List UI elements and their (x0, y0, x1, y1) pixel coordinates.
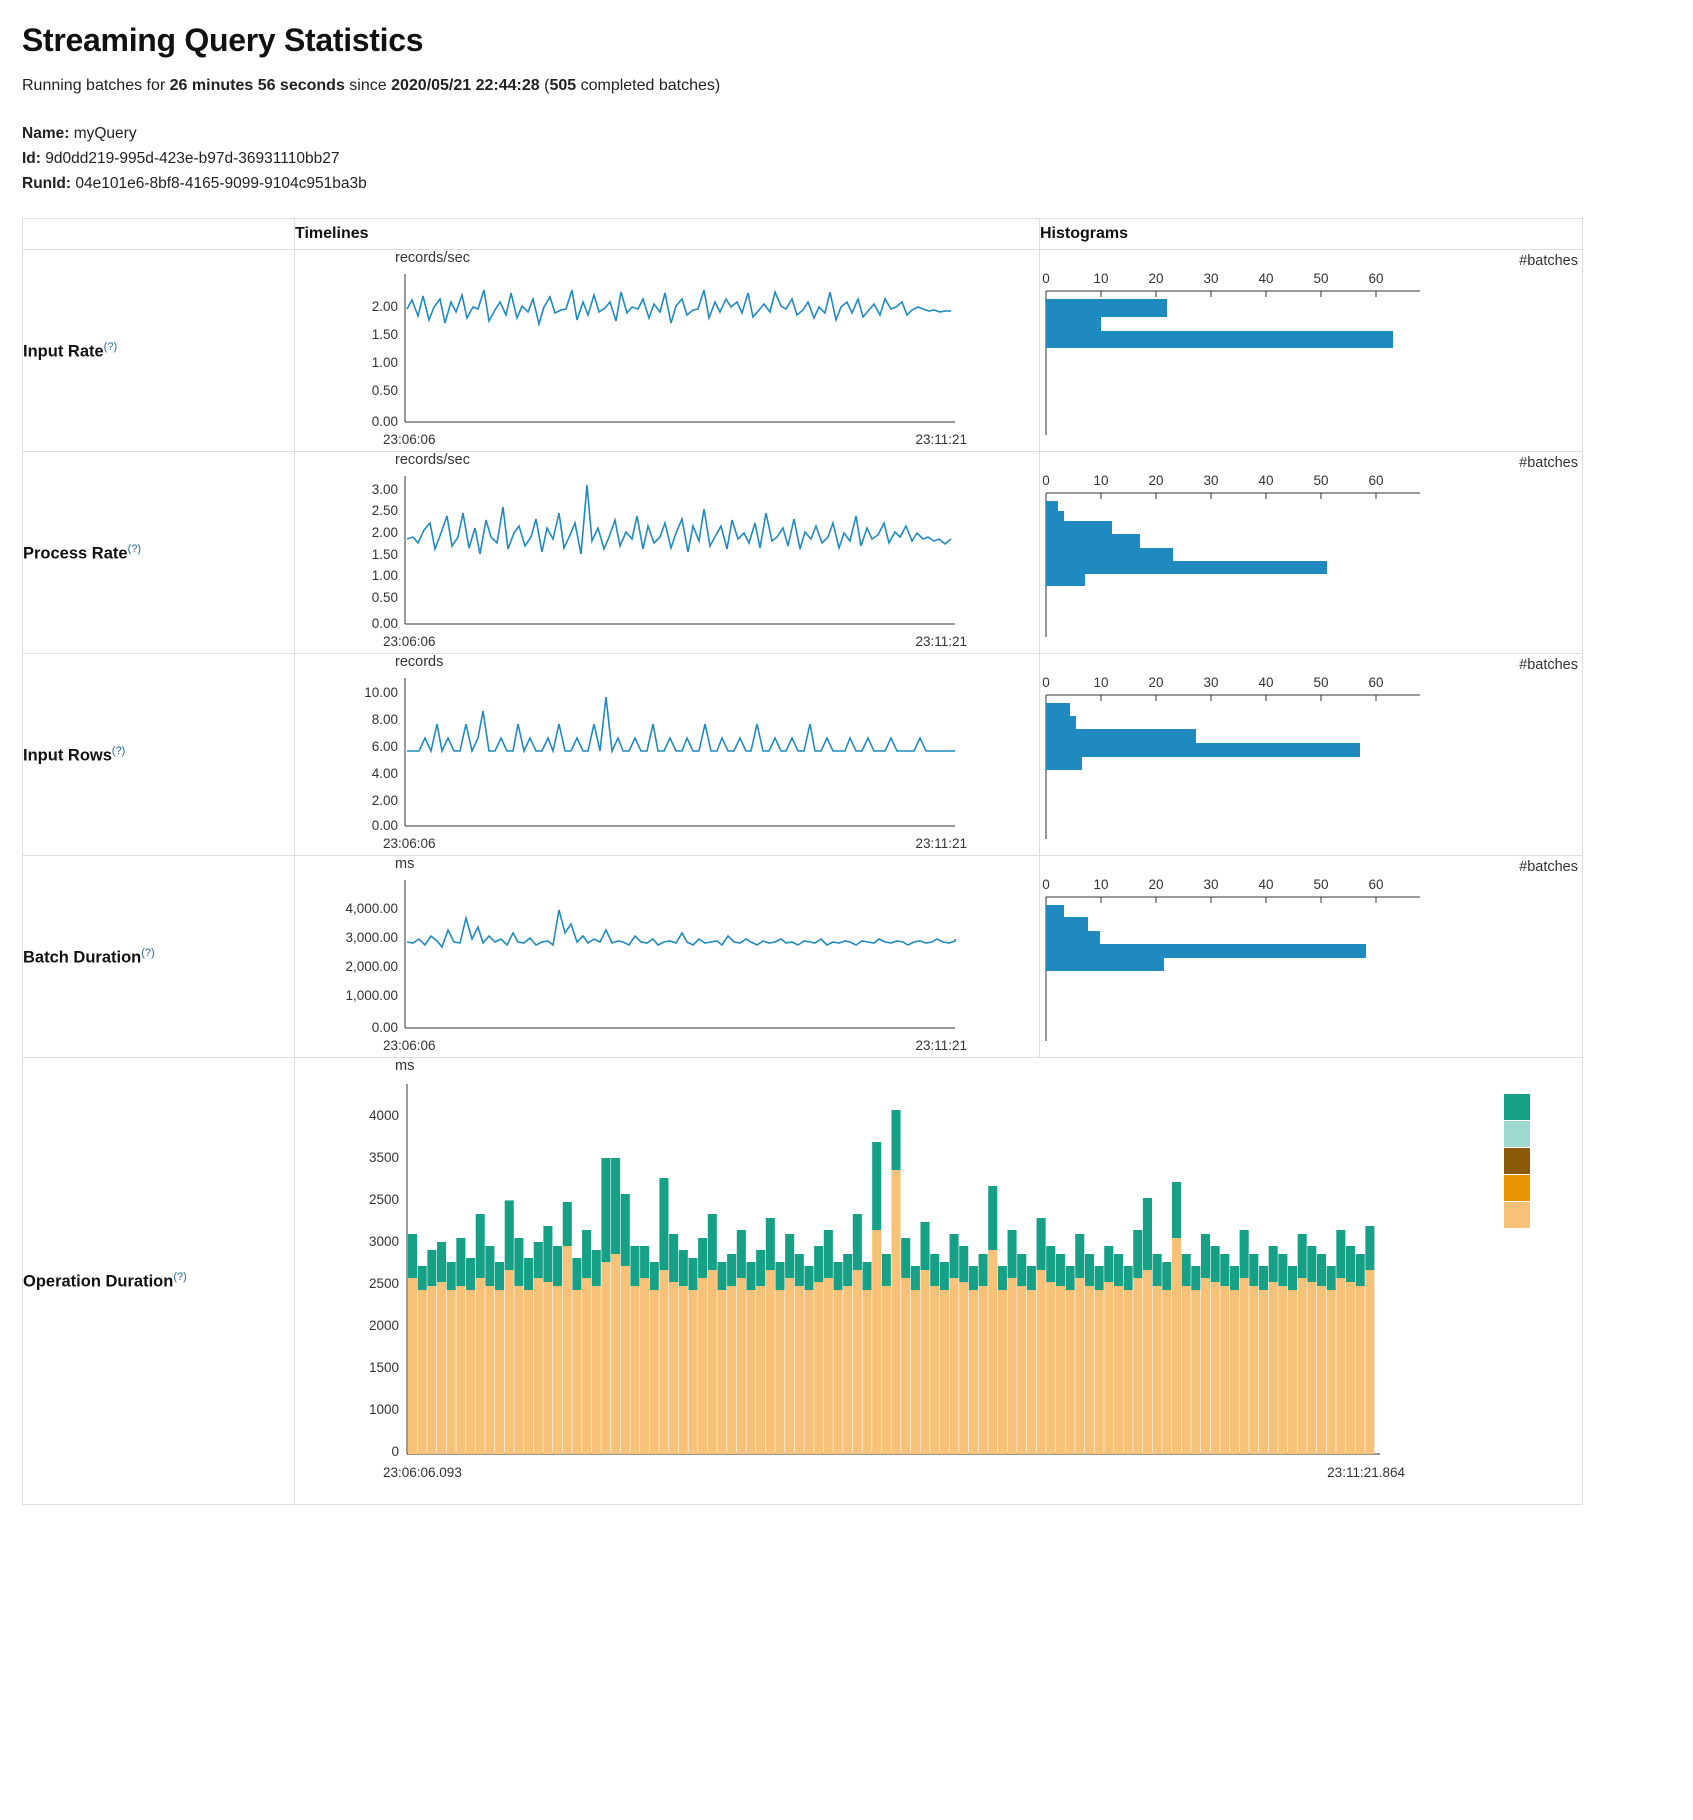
svg-text:0.00: 0.00 (371, 414, 398, 430)
svg-text:30: 30 (1203, 472, 1219, 488)
svg-text:30: 30 (1203, 674, 1219, 690)
legend-swatch-1 (1504, 1121, 1530, 1147)
svg-text:23:06:06.093: 23:06:06.093 (383, 1465, 462, 1481)
svg-text:2.00: 2.00 (371, 525, 398, 541)
svg-text:2,000.00: 2,000.00 (345, 959, 398, 975)
timeline-cell-batch-duration (295, 856, 1040, 1058)
row-label-input-rows (23, 654, 295, 856)
input-rows-histogram-chart (1040, 673, 1540, 853)
svg-text:3000: 3000 (368, 1234, 399, 1250)
help-icon[interactable]: (?) (111, 744, 126, 757)
timeline-unit-process-rate: records/sec (395, 452, 470, 469)
svg-text:40: 40 (1258, 876, 1274, 892)
histogram-cell-input-rate (1040, 250, 1583, 452)
svg-text:23:06:06: 23:06:06 (383, 836, 436, 852)
page-title: Streaming Query Statistics (22, 22, 424, 58)
svg-text:0: 0 (1042, 472, 1050, 488)
svg-text:1500: 1500 (368, 1360, 399, 1376)
histogram-unit-batch-duration: #batches (1519, 858, 1578, 875)
svg-text:0: 0 (1042, 876, 1050, 892)
timeline-unit-batch-duration: ms (395, 856, 415, 873)
svg-text:2.50: 2.50 (371, 503, 398, 519)
svg-text:0.00: 0.00 (371, 616, 398, 632)
name-value: myQuery (73, 125, 137, 142)
svg-text:0: 0 (1042, 270, 1050, 286)
table-row (23, 250, 1583, 452)
timeline-cell-input-rows (295, 654, 1040, 856)
process-rate-histogram-chart (1040, 471, 1540, 651)
streaming-stats-table (22, 218, 1583, 1505)
svg-text:0.50: 0.50 (371, 590, 398, 606)
svg-text:4.00: 4.00 (371, 766, 398, 782)
query-runid-row (22, 171, 1671, 196)
svg-text:40: 40 (1258, 674, 1274, 690)
svg-text:6.00: 6.00 (371, 739, 398, 755)
legend-swatch-0 (1504, 1094, 1530, 1120)
query-metadata (22, 121, 1671, 196)
timeline-cell-input-rate (295, 250, 1040, 452)
batches-open-paren: ( (539, 77, 550, 94)
svg-text:1000: 1000 (368, 1402, 399, 1418)
operation-duration-chart (295, 1074, 1525, 1504)
table-header-row (23, 219, 1583, 250)
id-value: 9d0dd219-995d-423e-b97d-36931110bb27 (45, 150, 340, 168)
svg-text:3,000.00: 3,000.00 (345, 930, 398, 946)
header-timelines: Timelines (295, 219, 1040, 250)
help-icon[interactable]: (?) (103, 340, 118, 353)
svg-text:3.00: 3.00 (371, 482, 398, 498)
timeline-unit-input-rows: records (395, 654, 444, 671)
query-id-row (22, 146, 1671, 171)
histogram-unit-input-rows: #batches (1519, 656, 1578, 673)
svg-text:10: 10 (1093, 270, 1109, 286)
histogram-unit-process-rate: #batches (1519, 454, 1578, 471)
svg-text:2.00: 2.00 (371, 299, 398, 315)
input-rate-timeline-chart (295, 266, 995, 451)
completed-batches-text: completed batches) (576, 77, 721, 94)
row-label-text: Process Rate (23, 544, 128, 563)
histogram-cell-batch-duration (1040, 856, 1583, 1058)
svg-text:8.00: 8.00 (371, 712, 398, 728)
svg-text:1.50: 1.50 (371, 327, 398, 343)
id-label: Id: (22, 150, 41, 168)
timeline-unit-input-rate: records/sec (395, 250, 470, 267)
row-label-process-rate (23, 452, 295, 654)
svg-text:2500: 2500 (368, 1192, 399, 1208)
running-duration: 26 minutes 56 seconds (169, 77, 345, 94)
row-label-text: Batch Duration (23, 948, 142, 967)
process-rate-timeline-chart (295, 468, 995, 653)
runid-value: 04e101e6-8bf8-4165-9099-9104c951ba3b (75, 175, 367, 193)
since-timestamp: 2020/05/21 22:44:28 (391, 77, 540, 94)
runid-label: RunId: (22, 175, 72, 193)
row-label-text: Input Rows (23, 746, 112, 765)
completed-batch-count: 505 (549, 77, 577, 94)
legend-swatch-2 (1504, 1148, 1530, 1174)
svg-text:1.50: 1.50 (371, 547, 398, 563)
svg-text:10: 10 (1093, 876, 1109, 892)
svg-text:23:11:21: 23:11:21 (915, 634, 967, 650)
input-rate-histogram-chart (1040, 269, 1540, 449)
svg-text:23:11:21: 23:11:21 (915, 432, 967, 448)
running-batches-subtitle (22, 77, 1671, 95)
svg-text:4,000.00: 4,000.00 (345, 901, 398, 917)
histogram-cell-process-rate (1040, 452, 1583, 654)
svg-text:23:06:06: 23:06:06 (383, 432, 436, 448)
svg-text:1.00: 1.00 (371, 568, 398, 584)
svg-text:23:06:06: 23:06:06 (383, 1038, 436, 1054)
svg-text:1,000.00: 1,000.00 (345, 988, 398, 1004)
svg-text:60: 60 (1368, 674, 1384, 690)
svg-text:30: 30 (1203, 270, 1219, 286)
svg-text:0: 0 (1042, 674, 1050, 690)
help-icon[interactable]: (?) (173, 1271, 187, 1284)
operation-duration-unit: ms (395, 1058, 415, 1075)
svg-text:50: 50 (1313, 876, 1329, 892)
svg-text:20: 20 (1148, 472, 1164, 488)
row-label-batch-duration (23, 856, 295, 1058)
svg-text:20: 20 (1148, 270, 1164, 286)
legend-swatch-3 (1504, 1175, 1530, 1201)
svg-text:3500: 3500 (368, 1150, 399, 1166)
name-label: Name: (22, 125, 70, 142)
timeline-cell-process-rate (295, 452, 1040, 654)
running-prefix: Running batches for (22, 77, 170, 94)
svg-text:23:11:21: 23:11:21 (915, 836, 967, 852)
table-row (23, 654, 1583, 856)
header-blank (23, 219, 295, 250)
svg-text:10: 10 (1093, 674, 1109, 690)
svg-text:1.00: 1.00 (371, 355, 398, 371)
header-histograms: Histograms (1040, 219, 1583, 250)
svg-text:0: 0 (391, 1444, 399, 1460)
query-name-row (22, 121, 1671, 146)
svg-text:60: 60 (1368, 876, 1384, 892)
svg-text:0.00: 0.00 (371, 1020, 398, 1036)
svg-text:23:11:21: 23:11:21 (915, 1038, 967, 1054)
operation-duration-cell (295, 1058, 1583, 1505)
svg-text:40: 40 (1258, 472, 1274, 488)
svg-text:2000: 2000 (368, 1318, 399, 1334)
row-label-text: Operation Duration (23, 1272, 174, 1291)
svg-text:0.50: 0.50 (371, 383, 398, 399)
row-label-text: Input Rate (23, 342, 104, 361)
svg-text:2500: 2500 (368, 1276, 399, 1292)
svg-text:10: 10 (1093, 472, 1109, 488)
svg-text:2.00: 2.00 (371, 793, 398, 809)
input-rows-timeline-chart (295, 670, 995, 855)
legend-swatch-4 (1504, 1202, 1530, 1228)
svg-text:60: 60 (1368, 270, 1384, 286)
svg-text:0.00: 0.00 (371, 818, 398, 834)
table-row (23, 452, 1583, 654)
svg-text:10.00: 10.00 (364, 685, 398, 701)
table-row (23, 1058, 1583, 1505)
svg-text:50: 50 (1313, 270, 1329, 286)
svg-text:23:11:21.864: 23:11:21.864 (1327, 1465, 1405, 1481)
histogram-unit-input-rate: #batches (1519, 252, 1578, 269)
batch-duration-timeline-chart (295, 872, 995, 1057)
operation-duration-legend (1504, 1094, 1530, 1229)
help-icon[interactable]: (?) (127, 542, 142, 555)
row-label-operation-duration (23, 1058, 295, 1505)
batch-duration-histogram-chart (1040, 875, 1540, 1055)
svg-text:50: 50 (1313, 674, 1329, 690)
svg-text:50: 50 (1313, 472, 1329, 488)
help-icon[interactable]: (?) (141, 946, 155, 959)
svg-text:20: 20 (1148, 674, 1164, 690)
svg-text:60: 60 (1368, 472, 1384, 488)
since-word: since (344, 77, 392, 94)
svg-text:4000: 4000 (368, 1108, 399, 1124)
svg-text:20: 20 (1148, 876, 1164, 892)
svg-text:30: 30 (1203, 876, 1219, 892)
row-label-input-rate (23, 250, 295, 452)
svg-text:40: 40 (1258, 270, 1274, 286)
svg-text:23:06:06: 23:06:06 (383, 634, 436, 650)
table-row (23, 856, 1583, 1058)
histogram-cell-input-rows (1040, 654, 1583, 856)
